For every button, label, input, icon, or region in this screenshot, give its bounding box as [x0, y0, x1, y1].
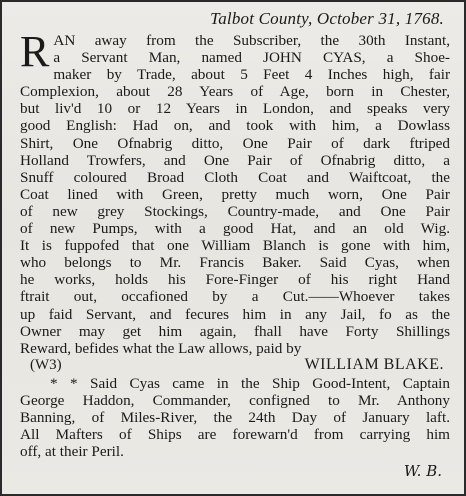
ad-line: up faid Servant, and fecures him in any Jail, fo as the: [20, 305, 450, 323]
ad-line: Shirt, One Ofnabrig ditto, One Pair of dark ftriped: [20, 134, 450, 152]
ad-line: Coat lined with Green, pretty much worn, One Pair: [20, 185, 450, 203]
signature: WILLIAM BLAKE.: [304, 355, 444, 373]
closing-initials: W. B.: [403, 462, 442, 480]
ad-line: a Servant Man, named JOHN CYAS, a Shoe-: [53, 49, 450, 67]
ad-line: of new grey Stockings, Country-made, and One Pair: [20, 202, 450, 220]
ad-line: who belongs to Mr. Francis Baker. Said Cyas, when: [20, 254, 450, 272]
ad-line: Owner may get him again, fhall have Forty Shillings: [20, 322, 450, 340]
postscript-line: George Haddon, Commander, configned to Mr. Anthony: [20, 391, 450, 409]
drop-cap: R: [20, 27, 50, 76]
postscript-line: Banning, of Miles-River, the 24th Day of January laft.: [20, 408, 450, 426]
advertisement-body: [20, 27, 450, 461]
signature-row: [20, 357, 450, 375]
ad-line: Reward, befides what the Law allows, paid by: [20, 339, 302, 357]
ad-line: It is fuppofed that one William Blanch is gone with him,: [20, 237, 450, 255]
ad-line: Snuff coloured Broad Cloth Coat and Waiftcoat, the: [20, 168, 450, 186]
ad-line: good English: Had on, and took with him, a Dowlass: [20, 117, 450, 135]
postscript-line: All Mafters of Ships are forewarn'd from carrying him: [20, 426, 450, 444]
ad-line: maker by Trade, about 5 Feet 4 Inches high, fair: [53, 66, 450, 84]
postscript: [20, 375, 450, 392]
ad-code: (W3): [30, 356, 62, 373]
ad-line: he works, holds his Fore-Finger of his right Hand: [20, 271, 450, 289]
dateline: Talbot County, October 31, 1768.: [210, 9, 444, 28]
ad-line: Complexion, about 28 Years of Age, born in Chester,: [20, 83, 450, 101]
ad-line: AN away from the Subscriber, the 30th Instant,: [53, 32, 450, 49]
postscript-line: * * Said Cyas came in the Ship Good-Intent, Captain: [50, 374, 450, 392]
ad-line: but liv'd 10 or 12 Years in London, and speaks very: [20, 100, 450, 118]
ad-line: ftrait out, occafioned by a Cut.——Whoever takes: [20, 288, 450, 306]
postscript-line: off, at their Peril.: [20, 443, 124, 461]
ad-line: of new Pumps, with a good Hat, and an old Wig.: [20, 220, 450, 238]
ad-line: Holland Trowfers, and One Pair of Ofnabrig ditto, a: [20, 151, 450, 169]
